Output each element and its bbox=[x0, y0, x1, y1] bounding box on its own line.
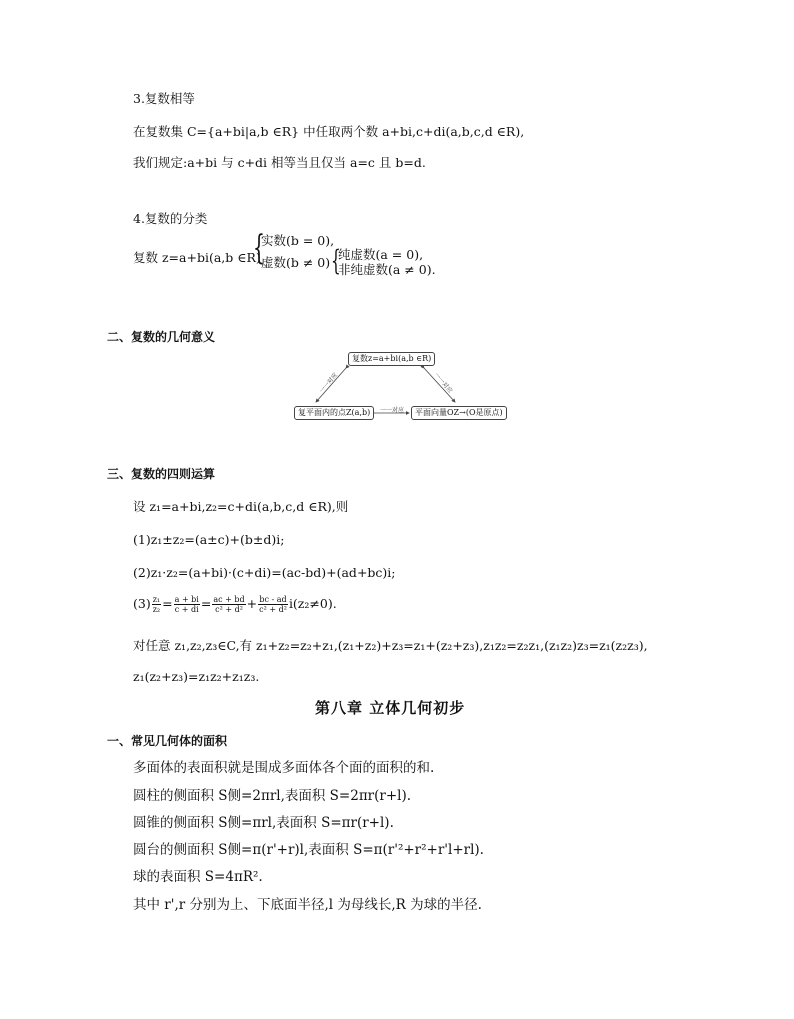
frac-z1-z2-den: z₂ bbox=[152, 605, 161, 614]
op-add-sub: (1)z₁±z₂=(a±c)+(b±d)i; bbox=[133, 532, 285, 547]
part3-assumption: 设 z₁=a+bi,z₂=c+di(a,b,c,d ∈R),则 bbox=[133, 499, 349, 514]
op-divide-suffix: i(z₂≠0). bbox=[288, 596, 337, 611]
area-cylinder: 圆柱的侧面积 S侧=2πrl,表面积 S=2πr(r+l). bbox=[133, 788, 412, 804]
frac-z1-z2-num: z₁ bbox=[152, 595, 161, 604]
case-imag: 虚数(b ≠ 0) bbox=[261, 255, 331, 270]
frac-imag-part-num: bc - ad bbox=[259, 595, 287, 604]
frac-abi-cdi-num: a + bi bbox=[174, 595, 199, 604]
area-cone: 圆锥的侧面积 S侧=πrl,表面积 S=πr(r+l). bbox=[133, 815, 394, 831]
frac-abi-cdi-den: c + di bbox=[174, 605, 199, 614]
classification-lead: 复数 z=a+bi(a,b ∈R) bbox=[133, 250, 261, 265]
case-real: 实数(b = 0), bbox=[261, 233, 335, 248]
area-frustum: 圆台的侧面积 S侧=π(r'+r)l,表面积 S=π(r'²+r²+r'l+rl). bbox=[133, 842, 484, 858]
diagram-label-bottom: 一一对应 bbox=[380, 407, 405, 414]
area-notes: 其中 r',r 分别为上、下底面半径,l 为母线长,R 为球的半径. bbox=[133, 897, 482, 913]
op-divide: (3) $\frac{\text{z₁}}{\text{z₂}}$ = $\frac{a + bi}{c + di}$ = $\frac{ac + bd}{\text{c² + d²}}$ + $\frac{bc - ad}{\text{c² + d²}}$ i(z₂≠0). bbox=[133, 595, 337, 614]
part2-heading: 二、复数的几何意义 bbox=[107, 330, 216, 344]
brace-inner: { bbox=[331, 244, 341, 277]
section3-line2: 我们规定:a+bi 与 c+di 相等当且仅当 a=c 且 b=d. bbox=[133, 155, 426, 170]
frac-real-part-den: c² + d² bbox=[215, 605, 243, 614]
chapter-title: 第八章 立体几何初步 bbox=[315, 699, 466, 717]
diagram-box-vector: 平面向量OZ→(O是原点) bbox=[411, 406, 507, 420]
op-multiply: (2)z₁·z₂=(a+bi)·(c+di)=(ac-bd)+(ad+bc)i; bbox=[133, 565, 396, 580]
section3-line1: 在复数集 C={a+bi|a,b ∈R} 中任取两个数 a+bi,c+di(a,b,c,d ∈R), bbox=[133, 124, 525, 139]
brace-outer: { bbox=[253, 228, 265, 268]
area-polyhedron: 多面体的表面积就是围成多面体各个面的面积的和. bbox=[133, 760, 435, 776]
case-pure: 纯虚数(a = 0), bbox=[338, 247, 424, 262]
part3-heading: 三、复数的四则运算 bbox=[107, 467, 216, 481]
diagram-box-point: 复平面内的点Z(a,b) bbox=[294, 406, 374, 420]
diagram-label-left: 一一对应 bbox=[318, 371, 340, 395]
laws-line2: z₁(z₂+z₃)=z₁z₂+z₁z₃. bbox=[133, 669, 260, 684]
frac-imag-part bbox=[258, 595, 288, 614]
frac-imag-part-den: c² + d² bbox=[259, 605, 287, 614]
frac-z1-z2 bbox=[152, 595, 161, 614]
frac-real-part-num: ac + bd bbox=[213, 595, 245, 604]
section3-heading: 3.复数相等 bbox=[133, 91, 195, 106]
geometric-meaning-diagram bbox=[292, 350, 502, 426]
diagram-box-complex: 复数z=a+bi(a,b ∈R) bbox=[348, 352, 435, 366]
chapter8-heading: 一、常见几何体的面积 bbox=[107, 734, 228, 748]
op-divide-prefix: (3) bbox=[133, 596, 151, 611]
area-sphere: 球的表面积 S=4πR². bbox=[133, 869, 263, 885]
diagram-label-right: 一一对应 bbox=[432, 371, 454, 395]
laws-line1: 对任意 z₁,z₂,z₃∈C,有 z₁+z₂=z₂+z₁,(z₁+z₂)+z₃=z₁+(z₂+z₃),z₁z₂=z₂z₁,(z₁z₂)z₃=z₁(z₂z₃), bbox=[133, 638, 648, 653]
section4-heading: 4.复数的分类 bbox=[133, 211, 208, 226]
case-nonpure: 非纯虚数(a ≠ 0). bbox=[338, 262, 436, 277]
frac-real-part bbox=[212, 595, 245, 614]
frac-abi-cdi bbox=[174, 595, 200, 614]
